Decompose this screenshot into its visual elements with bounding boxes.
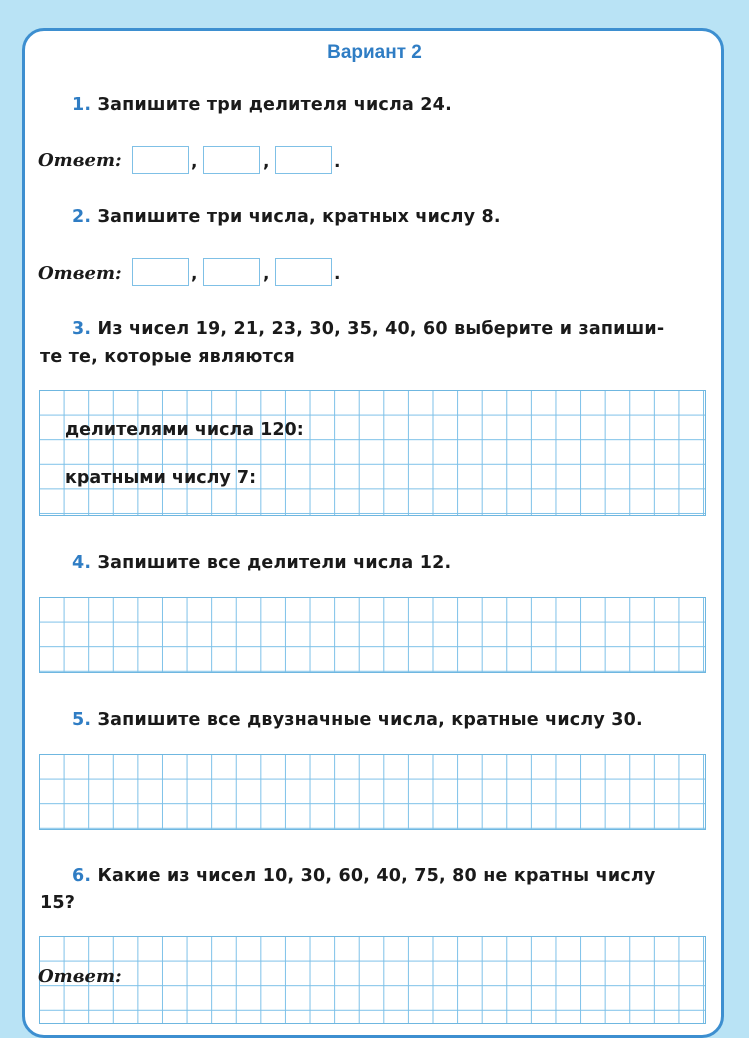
task-6-line-1 [72,861,656,891]
task-1-separator-1: , [191,152,198,172]
task-1-end-mark: . [334,152,341,172]
task-1-answer-box-1[interactable] [132,146,189,174]
task-6-text-line-2: 15? [40,893,76,913]
task-3-subitem-multiples: кратными числу 7: [65,468,257,488]
task-1-separator-2: , [263,152,270,172]
task-1-number: 1. [72,95,92,115]
task-4-number: 4. [72,553,92,573]
task-5-answer-grid[interactable] [39,754,706,830]
task-2-separator-1: , [191,264,198,284]
task-6-answer-grid[interactable] [39,936,706,1024]
task-2-answer-label: Ответ: [38,263,122,284]
task-6-text-line-1: Какие из чисел 10, 30, 60, 40, 75, 80 не кратны числу [97,866,656,886]
task-3-line-1 [72,314,664,344]
task-2 [72,202,501,232]
task-5-text: Запишите все двузначные числа, кратные числу 30. [97,710,643,730]
task-3-text-line-2: те те, которые являются [40,347,295,367]
task-2-separator-2: , [263,264,270,284]
task-1-answer-box-3[interactable] [275,146,332,174]
task-6-answer-label: Ответ: [38,966,122,987]
task-2-end-mark: . [334,264,341,284]
task-1-answer-label: Ответ: [38,150,122,171]
task-2-answer-box-1[interactable] [132,258,189,286]
task-2-text: Запишите три числа, кратных числу 8. [97,207,501,227]
task-3-answer-grid[interactable] [39,390,706,516]
task-3-text-line-1: Из чисел 19, 21, 23, 30, 35, 40, 60 выберите и запиши- [97,319,665,339]
task-5 [72,705,643,735]
task-1-answer-box-2[interactable] [203,146,260,174]
task-5-number: 5. [72,710,92,730]
variant-title: Вариант 2 [327,42,422,63]
task-1-text: Запишите три делителя числа 24. [97,95,452,115]
task-4-answer-grid[interactable] [39,597,706,673]
task-2-answer-box-3[interactable] [275,258,332,286]
task-2-number: 2. [72,207,92,227]
task-4-text: Запишите все делители числа 12. [97,553,452,573]
task-4 [72,548,451,578]
task-2-answer-box-2[interactable] [203,258,260,286]
task-1 [72,90,452,120]
task-6-number: 6. [72,866,92,886]
task-3-subitem-divisors: делителями числа 120: [65,420,304,440]
task-3-number: 3. [72,319,92,339]
